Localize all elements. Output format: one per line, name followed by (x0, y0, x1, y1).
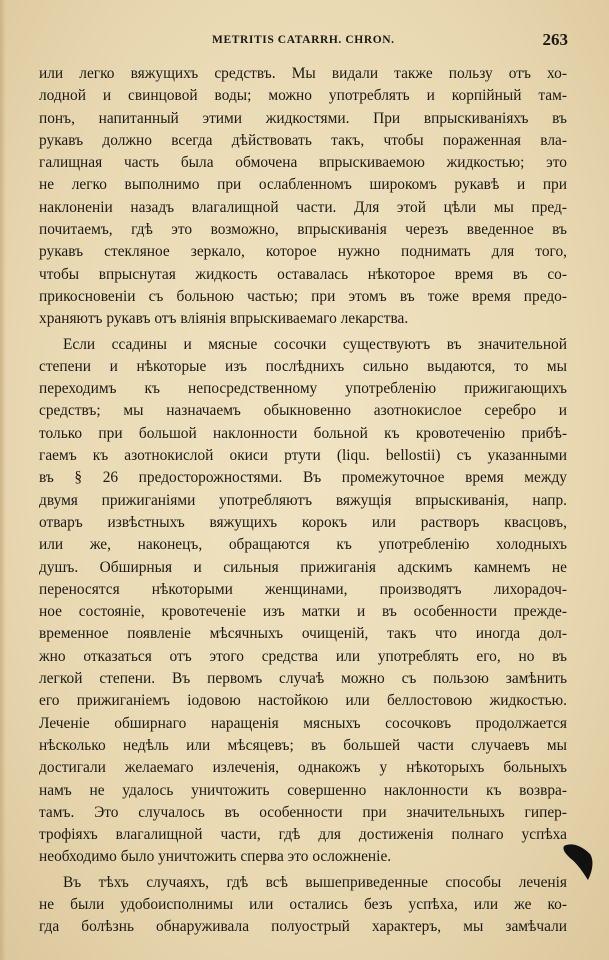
text-line: Если ссадины и мясные сосочки существуютъ въ значительной (63, 335, 567, 353)
text-line: прикосновеніи съ больною частью; при этомъ въ тоже время предо- (39, 287, 567, 305)
text-line: временное появленіе мѣсячныхъ очищеній, такъ что иногда дол- (39, 625, 567, 643)
text-line: галищная часть была обмочена впрыскиваемою жидкостью; это (39, 154, 567, 172)
text-line: двумя прижиганіями употребляютъ вяжущія впрыскиванія, напр. (39, 491, 567, 509)
text-line: лодной и свинцовой воды; можно употреблять и корпійный там- (39, 87, 567, 105)
text-line: Въ тѣхъ случаяхъ, гдѣ всѣ вышеприведенные способы леченія (63, 873, 567, 891)
text-line: переходимъ къ непосредственному употребленію прижигающихъ (39, 380, 567, 398)
text-line: необходимо было уничтожить сперва это осложненіе. (39, 848, 392, 866)
text-line: его прижиганіемъ іодовою настойкою или беллостовою жидкостью. (39, 692, 567, 710)
paragraph (39, 872, 567, 939)
text-line: храняютъ рукавъ отъ вліянія впрыскиваемаго лекарства. (39, 310, 409, 328)
text-line: намъ не удалось уничтожить совершенно наклонности къ возвра- (39, 781, 567, 799)
text-line: легкой степени. Въ первомъ случаѣ можно съ пользою замѣнить (39, 670, 567, 688)
text-line: понъ, напитанный этими жидкостями. При впрыскиваніяхъ въ (39, 109, 567, 127)
text-line: или же, наконецъ, обращаются къ употребленію холодныхъ (39, 536, 567, 554)
text-line: тамъ. Это случалось въ особенности при значительныхъ гипер- (39, 803, 567, 821)
text-line: жно отказаться отъ этого средства или употреблять его, но въ (39, 647, 567, 665)
text-line: рукавъ стекляное зеркало, которое нужно поднимать для того, (39, 243, 567, 261)
page-number: 263 (542, 30, 568, 49)
text-line: ное состояніе, кровотеченіе изъ матки и въ особенности преждe- (39, 603, 567, 621)
text-line: нѣсколько недѣль или мѣсяцевъ; въ большей части случаевъ мы (39, 736, 567, 754)
text-line: трофіяхъ влагалищной части, гдѣ для достиженія полнаго успѣха (39, 826, 567, 844)
text-line: степени и нѣкоторые изъ послѣднихъ сильно выдаются, то мы (39, 357, 567, 375)
ink-blot-mark (560, 840, 596, 884)
paragraph (39, 63, 567, 331)
text-line: чтобы впрыснутая жидкость оставалась нѣкоторое время въ со- (39, 265, 567, 283)
text-line: душъ. Обширныя и сильныя прижиганія адскимъ камнемъ не (39, 558, 567, 576)
text-line: рукавъ должно всегда дѣйствовать такъ, чтобы пораженная вла- (39, 131, 567, 149)
text-line: средствъ; мы назначаемъ обыкновенно азотнокислое серебро и (39, 402, 567, 420)
text-line: гаемъ къ азотнокислой окиси ртути (liqu. bellostii) съ указанными (39, 447, 567, 465)
text-line: не были удобоисполнимы или остались безъ успѣха, или же ко- (39, 895, 567, 913)
running-title: METRITIS CATARRH. CHRON. (212, 34, 395, 46)
body-text (39, 63, 567, 939)
paragraph (39, 334, 567, 869)
text-line: не легко выполнимо при ослабленномъ широкомъ рукавѣ и при (39, 176, 567, 194)
text-line: достигали желаемаго излеченія, однакожъ у нѣкоторыхъ больныхъ (39, 759, 567, 777)
running-head (40, 30, 572, 52)
page-edge-shadow (0, 0, 6, 960)
text-line: отваръ извѣстныхъ вяжущихъ корокъ или растворъ квасцовъ, (39, 513, 567, 531)
text-line: наклоненіи назадъ влагалищной части. Для этой цѣли мы пред- (39, 198, 567, 216)
text-line: переносятся нѣкоторыми женщинами, производятъ лихорадоч- (39, 580, 567, 598)
text-line: гда болѣзнь обнаруживала полуострый характеръ, мы замѣчали (39, 918, 567, 936)
text-line: почитаемъ, гдѣ это возможно, впрыскиванія черезъ введенное въ (39, 221, 567, 239)
text-line: или легко вяжущихъ средствъ. Мы видали также пользу отъ хо- (39, 65, 567, 82)
text-line: въ § 26 предосторожностями. Въ промежуточное время между (39, 469, 567, 487)
text-line: Леченіе обширнаго наращенія мясныхъ сосочковъ продолжается (39, 714, 567, 732)
text-line: только при большой наклонности больной къ кровотеченію прибѣ- (39, 424, 567, 442)
